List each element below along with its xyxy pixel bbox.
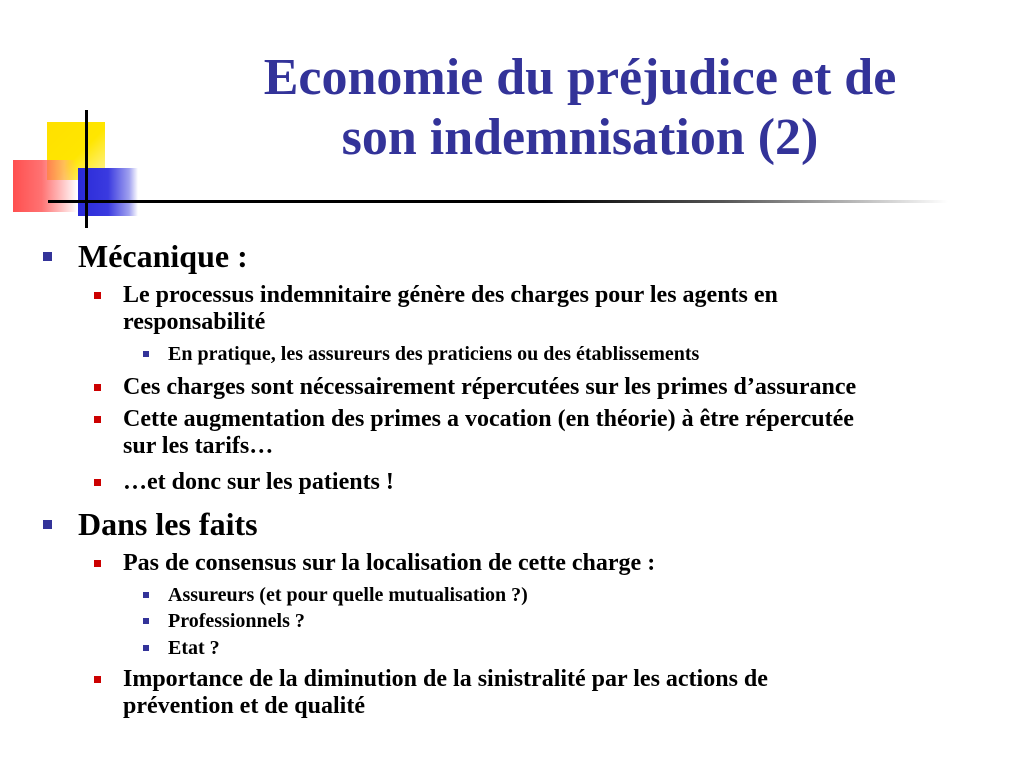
bullet-text: Le processus indemnitaire génère des charges pour les agents en	[123, 282, 778, 308]
square-bullet-icon	[94, 560, 101, 567]
square-bullet-icon	[143, 351, 149, 357]
bullet-item-mecanique	[78, 238, 248, 274]
bullet-text: Importance de la diminution de la sinistralité par les actions de	[123, 666, 768, 692]
bullet-text: En pratique, les assureurs des praticiens ou des établissements	[168, 343, 700, 365]
square-bullet-icon	[94, 479, 101, 486]
square-bullet-icon	[143, 618, 149, 624]
slide-title-line-2: son indemnisation (2)	[341, 109, 819, 166]
bullet-item	[123, 374, 1003, 401]
square-bullet-icon	[94, 292, 101, 299]
bullet-item-dans-les-faits	[78, 506, 258, 542]
bullet-text: Ces charges sont nécessairement répercutées sur les primes d’assurance	[123, 374, 857, 400]
bullet-item-continuation	[123, 693, 1003, 720]
square-bullet-icon	[94, 384, 101, 391]
bullet-text: …et donc sur les patients !	[123, 469, 394, 495]
slide-title	[150, 48, 1010, 168]
logo-red-square	[13, 160, 77, 212]
square-bullet-icon	[94, 676, 101, 683]
bullet-item-continuation	[123, 433, 1003, 460]
bullet-item	[123, 550, 1003, 577]
bullet-item	[168, 609, 988, 633]
square-bullet-icon	[143, 645, 149, 651]
bullet-text: Professionnels ?	[168, 610, 305, 632]
bullet-item-continuation	[123, 309, 1003, 336]
logo-vertical-line	[85, 110, 88, 228]
bullet-text: prévention et de qualité	[123, 693, 365, 719]
bullet-text: Dans les faits	[78, 506, 258, 542]
bullet-item	[123, 666, 1003, 693]
slide-title-line-1: Economie du préjudice et de	[263, 49, 897, 106]
square-bullet-icon	[43, 252, 52, 261]
square-bullet-icon	[43, 520, 52, 529]
bullet-text: Pas de consensus sur la localisation de cette charge :	[123, 550, 656, 576]
bullet-item	[123, 469, 1003, 496]
square-bullet-icon	[143, 592, 149, 598]
square-bullet-icon	[94, 416, 101, 423]
bullet-item	[168, 636, 988, 660]
bullet-text: Etat ?	[168, 637, 220, 659]
bullet-text: Cette augmentation des primes a vocation (en théorie) à être répercutée	[123, 406, 854, 432]
bullet-text: sur les tarifs…	[123, 433, 274, 459]
bullet-text: Mécanique :	[78, 238, 248, 274]
bullet-text: responsabilité	[123, 309, 266, 335]
bullet-item	[168, 583, 988, 607]
bullet-item	[123, 282, 1003, 309]
bullet-item	[123, 406, 1003, 433]
bullet-text: Assureurs (et pour quelle mutualisation ?)	[168, 584, 528, 606]
bullet-item	[168, 342, 988, 366]
title-underline	[48, 200, 948, 203]
decorative-logo	[0, 100, 150, 230]
